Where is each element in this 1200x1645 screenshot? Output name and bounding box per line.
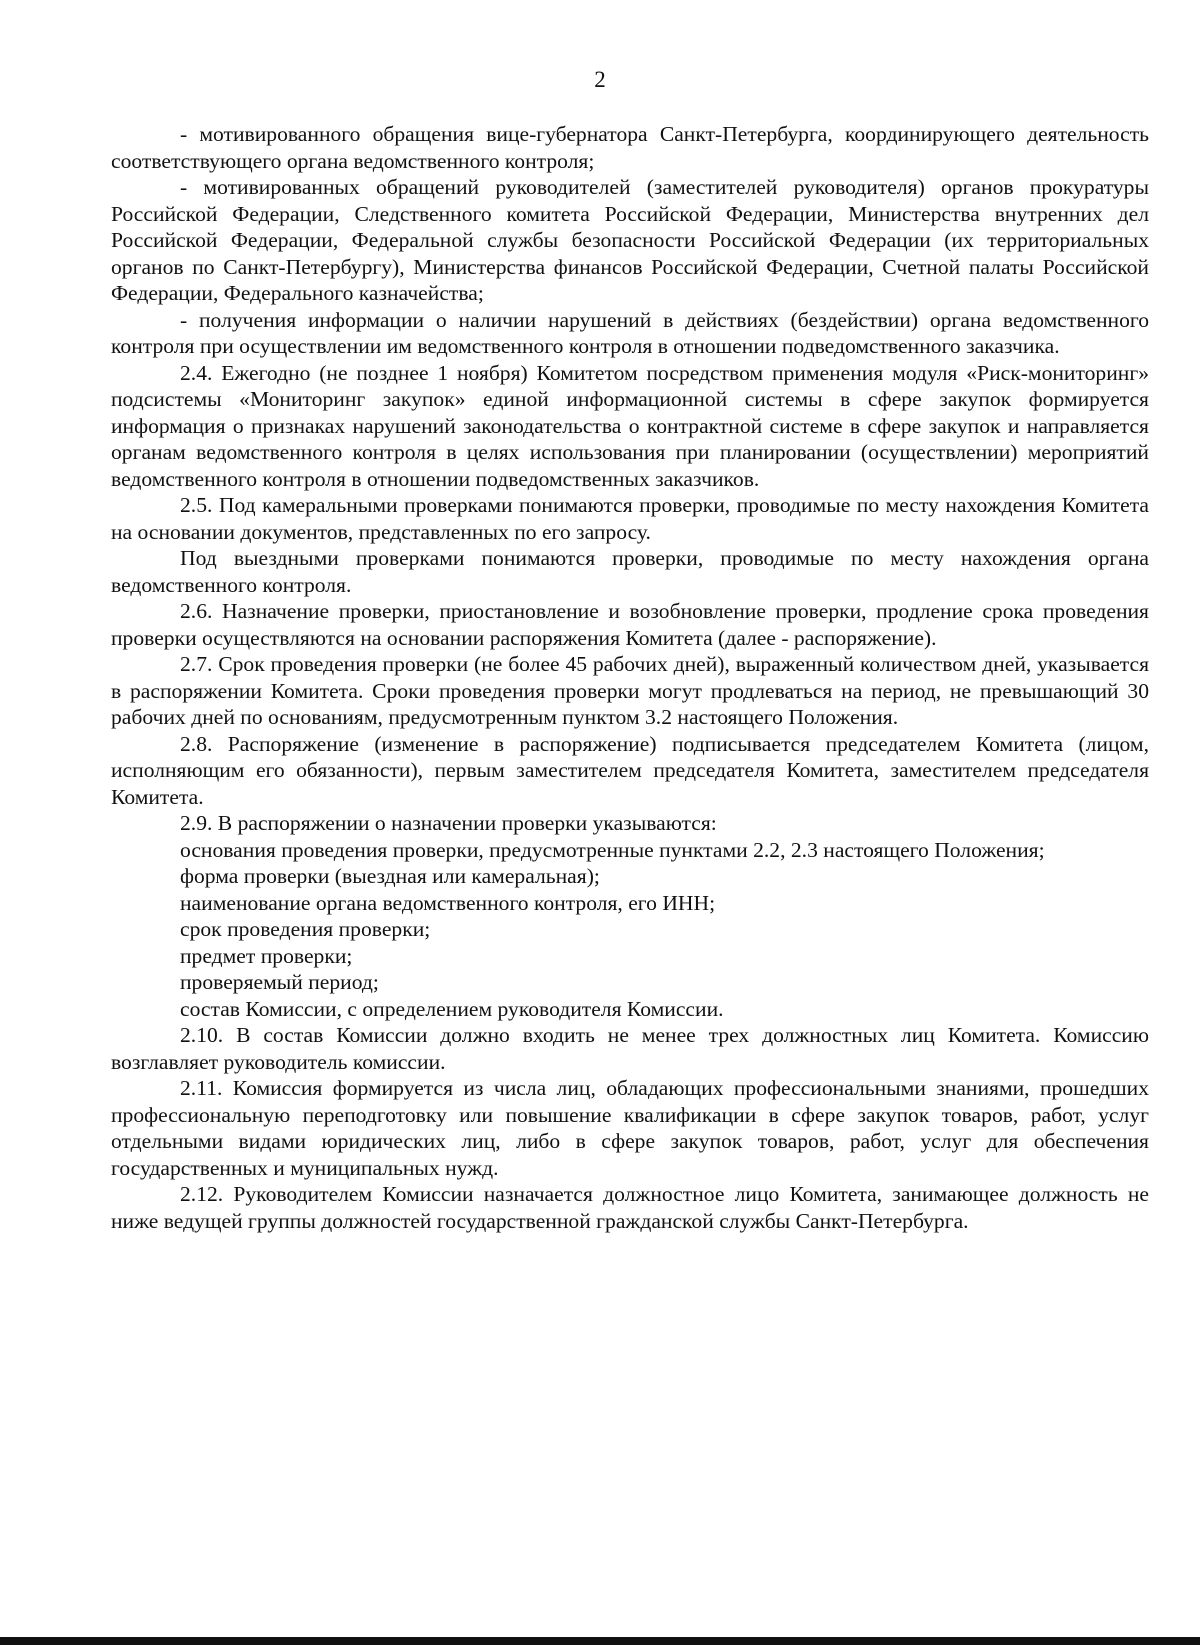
paragraph-2-7: 2.7. Срок проведения проверки (не более 45 рабочих дней), выраженный количеством дней, указывается в распоряжении Комитета. Сроки проведения проверки могут продлеваться на период, не превышающий 30 рабочих дней по основаниям, предусмотренным пунктом 3.2 настоящего Положения. [111, 652, 1149, 729]
paragraph-motivated-appeals-heads: - мотивированных обращений руководителей (заместителей руководителя) органов прокуратуры Российской Федерации, Следственного комитета Российской Федерации, Министерства внутренних дел Российской Федерации, Федеральной службы безопасности Российской Федерации (их территориальных органов по Санкт-Петербургу), Министерства финансов Российской Федерации, Счетной палаты Российской Федерации, Федерального казначейства; [111, 175, 1149, 305]
list-item-inspection-grounds: основания проведения проверки, предусмотренные пунктами 2.2, 2.3 настоящего Положения; [180, 837, 1045, 862]
list-item-commission-composition: состав Комиссии, с определением руководителя Комиссии. [180, 996, 724, 1021]
paragraph-2-12: 2.12. Руководителем Комиссии назначается должностное лицо Комитета, занимающее должность не ниже ведущей группы должностей государственной гражданской службы Санкт-Петербурга. [111, 1182, 1149, 1233]
paragraph-2-8: 2.8. Распоряжение (изменение в распоряжение) подписывается председателем Комитета (лицом, исполняющим его обязанности), первым заместителем председателя Комитета, заместителем председателя Комитета. [111, 731, 1149, 809]
paragraph-2-4: 2.4. Ежегодно (не позднее 1 ноября) Комитетом посредством применения модуля «Риск-мониторинг» подсистемы «Мониторинг закупок» единой информационной системы в сфере закупок формируется информация о признаках нарушений законодательства о контрактной системе в сфере закупок и направляется органам ведомственного контроля в целях использования при планировании (осуществлении) мероприятий ведомственного контроля в отношении подведомственных заказчиков. [111, 360, 1149, 491]
document-body [111, 121, 1149, 1234]
paragraph-2-5: 2.5. Под камеральными проверками понимаются проверки, проводимые по месту нахождения Комитета на основании документов, представленных по его запросу. [111, 493, 1149, 544]
paragraph-2-11: 2.11. Комиссия формируется из числа лиц, обладающих профессиональными знаниями, прошедших профессиональную переподготовку или повышение квалификации в сфере закупок товаров, работ, услуг отдельными видами юридических лиц, либо в сфере закупок товаров, работ, услуг для обеспечения государственных и муниципальных нужд. [111, 1076, 1149, 1180]
list-item-inspected-period: проверяемый период; [180, 970, 379, 994]
paragraph-motivated-appeal-vice-governor: - мотивированного обращения вице-губернатора Санкт-Петербурга, координирующего деятельность соответствующего органа ведомственного контроля; [111, 122, 1149, 173]
list-item-control-body-name: наименование органа ведомственного контроля, его ИНН; [180, 890, 716, 915]
list-item-inspection-term: срок проведения проверки; [180, 917, 431, 941]
paragraph-onsite-inspections: Под выездными проверками понимаются проверки, проводимые по месту нахождения органа ведомственного контроля. [111, 546, 1149, 597]
paragraph-2-10: 2.10. В состав Комиссии должно входить не менее трех должностных лиц Комитета. Комиссию возглавляет руководитель комиссии. [111, 1023, 1149, 1074]
scan-bottom-edge [0, 1637, 1200, 1645]
paragraph-violation-info: - получения информации о наличии нарушений в действиях (бездействии) органа ведомственного контроля при осуществлении им ведомственного контроля в отношении подведомственного заказчика. [111, 307, 1149, 358]
paragraph-2-6: 2.6. Назначение проверки, приостановление и возобновление проверки, продление срока проведения проверки осуществляются на основании распоряжения Комитета (далее - распоряжение). [111, 599, 1149, 650]
paragraph-2-9: 2.9. В распоряжении о назначении проверки указываются: [180, 811, 717, 835]
list-item-inspection-form: форма проверки (выездная или камеральная); [180, 864, 600, 888]
page-number: 2 [594, 67, 606, 92]
list-item-inspection-subject: предмет проверки; [180, 943, 353, 968]
